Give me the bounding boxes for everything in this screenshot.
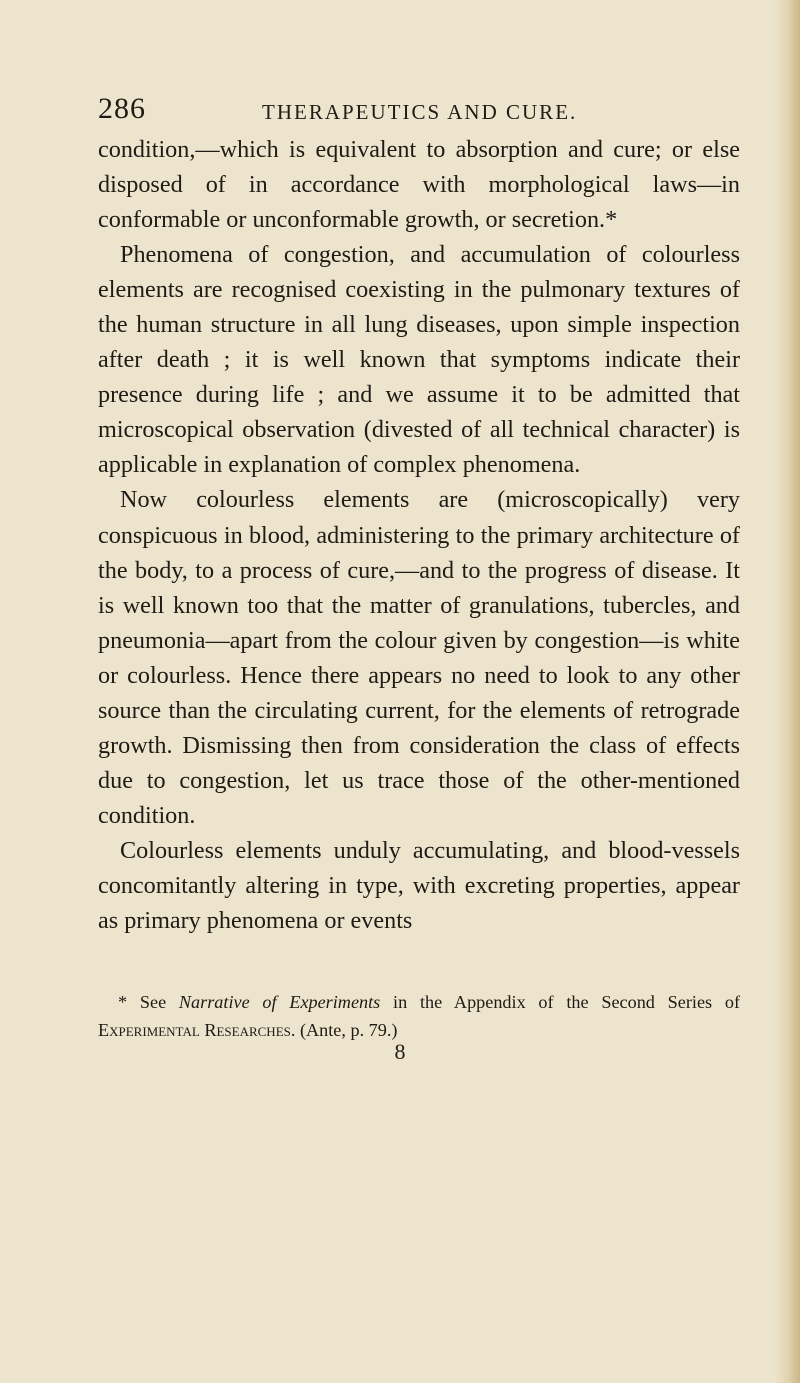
page-header	[98, 92, 738, 132]
page-number: 286	[98, 92, 146, 125]
running-head: THERAPEUTICS AND CURE.	[262, 100, 578, 124]
footnote-series: Experimental Researches.	[98, 1020, 296, 1040]
paragraph-3: Now colourless elements are (microscopically) very conspicuous in blood, administering to the primary architecture of the body, to a process of cure,—and to the progress of disease. It is well known too that the matter of granulations, tubercles, and pneumonia—apart from the colour given by congestion—is white or colourless. Hence there appears no need to look to any other source than the circulating current, for the elements of retrograde growth. Dismissing then from consideration the class of effects due to congestion, let us trace those of the other-mentioned condition.	[98, 486, 740, 829]
footnote-title: Narrative of Experiments	[178, 992, 381, 1012]
footnote	[98, 988, 740, 1044]
body-text	[98, 132, 740, 938]
signature-mark: 8	[394, 1039, 406, 1064]
footnote-marker: *	[118, 992, 128, 1012]
page-edge-shading	[774, 0, 800, 1383]
footnote-see: See	[139, 992, 167, 1012]
paragraph-4: Colourless elements unduly accumulating, and blood-vessels concomitantly altering in type, with excreting properties, appear as primary phenomena or events	[98, 836, 740, 935]
footnote-middle: in the Appendix of the Second Series of	[393, 992, 741, 1012]
footnote-ref: (Ante, p. 79.)	[299, 1020, 398, 1040]
paragraph-1: condition,—which is equivalent to absorption and cure; or else disposed of in accordance with morphological laws—in conformable or unconformable growth, or secretion.*	[98, 136, 740, 234]
paragraph-2: Phenomena of congestion, and accumulation of colourless elements are recognised coexisting in the pulmonary textures of the human structure in all lung diseases, upon simple inspection after death ; it is well known that symptoms indicate their presence during life ; and we assume it to be admitted that microscopical observation (divested of all technical character) is applicable in explanation of complex phenomena.	[98, 241, 740, 479]
footnote-text	[98, 988, 740, 1044]
